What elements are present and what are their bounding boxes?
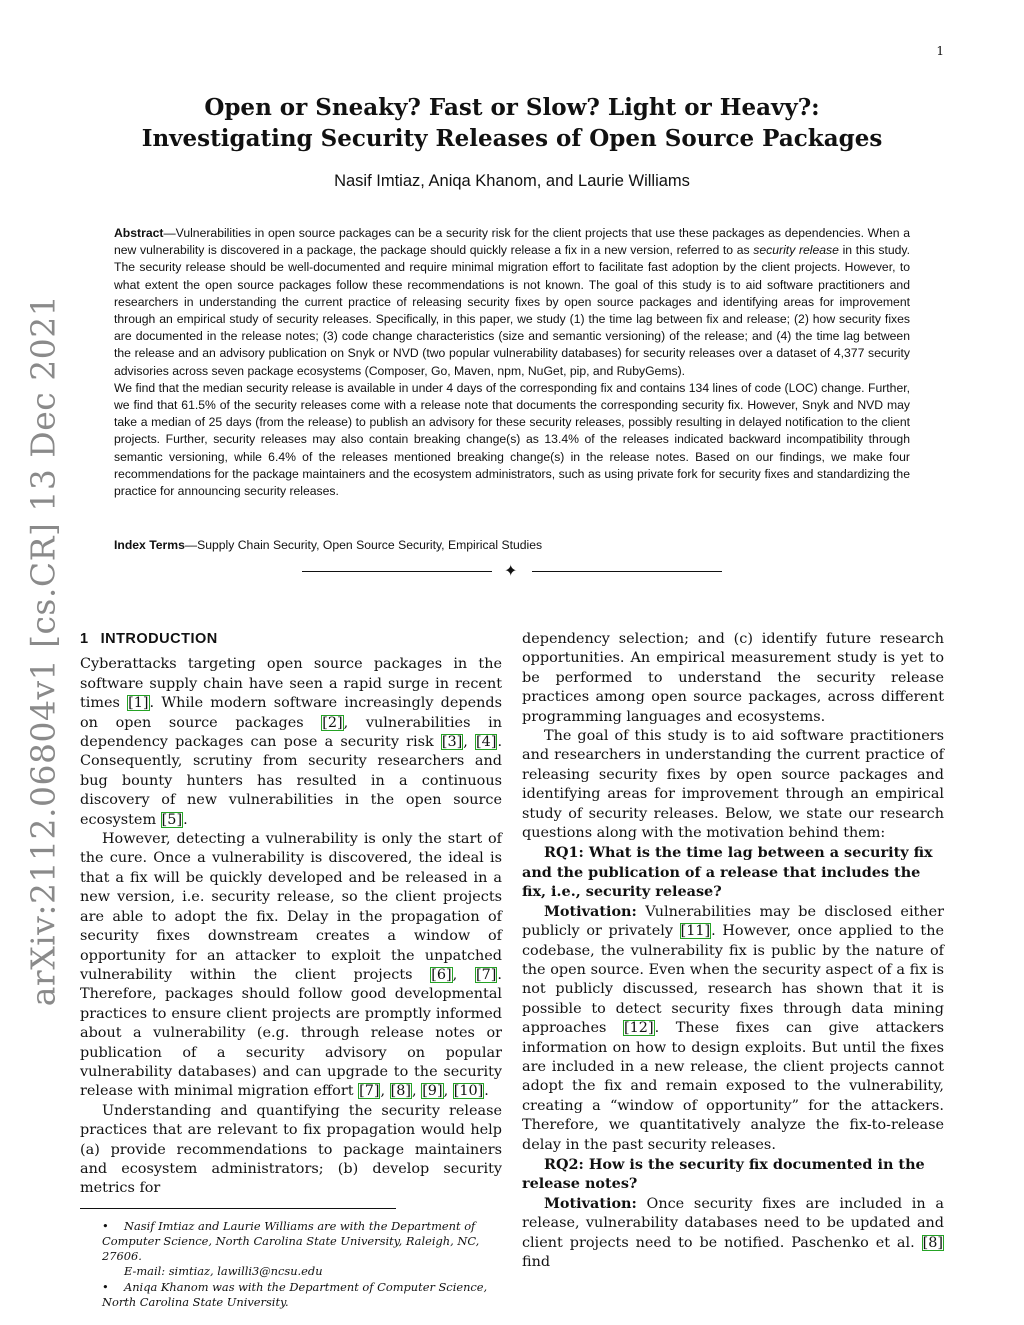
rq1-motivation bbox=[522, 902, 944, 1155]
text-run: However, detecting a vulnerability is only the start of the cure. Once a vulnerability is discovered, the ideal is that a fix will be quickly developed and be released in a new version, i.e. security release, so the client projects are able to adopt the fix. Delay in the propagation of security fixes downstream creates a window of opportunity for an attacker to exploit the unpatched vulnerability within the client projects bbox=[80, 831, 502, 983]
page-number: 1 bbox=[936, 44, 944, 58]
footnote-text: Aniqa Khanom was with the Department of Computer Science, North Carolina State University. bbox=[102, 1279, 488, 1309]
research-question-1: RQ1: What is the time lag between a security fix and the publication of a release that includes the fix, i.e., security release? bbox=[522, 844, 933, 901]
title-line-2: Investigating Security Releases of Open Source Packages bbox=[141, 125, 883, 152]
citation-link[interactable]: [4] bbox=[476, 734, 497, 751]
right-column bbox=[522, 630, 944, 1272]
rq2-motivation bbox=[522, 1194, 944, 1273]
section-number: 1 bbox=[80, 631, 89, 647]
section-title: INTRODUCTION bbox=[100, 631, 218, 647]
abstract-dash: — bbox=[163, 226, 176, 240]
arxiv-stamp bbox=[18, 294, 68, 1006]
section-heading-introduction bbox=[80, 630, 502, 649]
text-run: Once security fixes are included in a release, vulnerability databases need to be updated and client projects need to be notified. Paschenko et al. bbox=[522, 1195, 944, 1251]
citation-link[interactable]: [7] bbox=[359, 1083, 380, 1100]
footnote-affiliation-1 bbox=[80, 1219, 502, 1265]
text-run: . However, once applied to the codebase, the vulnerability fix is public by the nature of the open source. Even when the security aspect of a fix is not publicly discussed, research has shown that it is possible to detect security fixes through data mining approaches bbox=[522, 923, 944, 1037]
abstract-text-a: Vulnerabilities in open source packages can be a security risk for the client projects that use these packages as dependencies. When a new vulnerability is discovered in a package, the package should quickly release a fix in a new version, referred to as bbox=[114, 226, 910, 258]
text-run: . Therefore, packages should follow good developmental practices to ensure client projects are promptly informed about a vulnerability (e.g. through release notes or publication of a security advisory on popular vulnerability databases) and can upgrade to the security release with minimal migration effort bbox=[80, 966, 502, 1100]
footnote-text: E-mail: simtiaz, lawilli3@ncsu.edu bbox=[124, 1264, 323, 1279]
citation-link[interactable]: [8] bbox=[390, 1083, 412, 1100]
arxiv-identifier: arXiv:2112.06804v1 [cs.CR] 13 Dec 2021 bbox=[23, 294, 63, 1006]
citation-link[interactable]: [12] bbox=[624, 1020, 654, 1037]
text-run: . Consequently, scrutiny from security researchers and bug bounty hunters has resulted in a continuous discovery of new vulnerabilities in the open source ecosystem bbox=[80, 734, 503, 828]
intro-paragraph-2 bbox=[80, 830, 502, 1102]
footnote-text: Nasif Imtiaz and Laurie Williams are with the Department of Computer Science, North Carolina State University, Raleigh, NC, 27606. bbox=[102, 1218, 480, 1264]
text-run: . bbox=[484, 1083, 489, 1100]
index-terms bbox=[114, 538, 910, 552]
text-run: , bbox=[443, 1083, 453, 1100]
left-column bbox=[80, 630, 502, 1310]
index-terms-text: Supply Chain Security, Open Source Security, Empirical Studies bbox=[197, 538, 543, 552]
text-run: Cyberattacks targeting open source packages in the software supply chain have seen a rapid surge in recent times bbox=[80, 656, 502, 712]
citation-link[interactable]: [6] bbox=[431, 966, 452, 983]
motivation-label: Motivation: bbox=[544, 902, 637, 920]
citation-link[interactable]: [8] bbox=[922, 1234, 943, 1251]
intro-paragraph-1 bbox=[80, 655, 502, 830]
paper-title bbox=[120, 92, 904, 154]
abstract-emphasis: security release bbox=[753, 243, 839, 258]
intro-paragraph-4: dependency selection; and (c) identify future research opportunities. An empirical measurement study is yet to be performed to understand the security release practices among open source packages, across different programming languages and ecosystems. bbox=[522, 631, 944, 725]
text-run: , bbox=[380, 1083, 390, 1100]
abstract-label: Abstract bbox=[114, 226, 164, 240]
footnote-rule bbox=[80, 1208, 396, 1209]
citation-link[interactable]: [3] bbox=[441, 734, 463, 751]
text-run: , bbox=[463, 734, 476, 751]
footnote-affiliation-2 bbox=[80, 1280, 502, 1310]
citation-link[interactable]: [10] bbox=[453, 1083, 484, 1100]
footnote-bullet: • bbox=[102, 1218, 109, 1233]
abstract-paragraph-2: We find that the median security release is available in under 4 days of the corresponding fix and contains 134 lines of code (LOC) change. Further, we find that 61.5% of the security releases come with a release note that documents the corresponding security fix. However, Snyk and NVD may take a median of 25 days (from the release) to publish an advisory for these security releases, possibly resulting in delayed notification to the client projects. Further, security releases may also contain breaking change(s) as 13.4% of the releases indicated backward incompatibility through semantic versioning, while 6.4% of the releases mentioned breaking change(s) in the release notes. Based on our findings, we make four recommendations for the package maintainers and the ecosystem administrators, such as using private fork for security fixes and standardizing the practice for announcing security releases. bbox=[114, 380, 910, 499]
citation-link[interactable]: [2] bbox=[322, 714, 343, 731]
text-run: . While modern software increasingly depends on open source packages bbox=[80, 695, 502, 731]
text-run: Vulnerabilities may be disclosed either publicly or privately bbox=[522, 903, 944, 940]
text-run: , vulnerabilities in dependency packages can pose a security risk bbox=[80, 714, 502, 751]
research-question-2: RQ2: How is the security fix documented in the release notes? bbox=[522, 1155, 925, 1193]
separator-line-left bbox=[302, 571, 492, 572]
footnote-bullet: • bbox=[102, 1279, 109, 1294]
text-run: find bbox=[522, 1254, 551, 1270]
text-run: . These fixes can give attackers information on how to design exploits. But until the fixes are included in a new release, the client projects cannot adopt the fix and remain exposed to the vulnerability, creating a “window of opportunity” for the attackers. Therefore, we quantitatively analyze the fix-to-release delay in the past security releases. bbox=[522, 1020, 944, 1153]
footnote-email bbox=[80, 1264, 502, 1279]
index-terms-dash: — bbox=[184, 538, 198, 552]
index-terms-label: Index Terms bbox=[114, 538, 185, 552]
text-run: , bbox=[412, 1083, 422, 1100]
text-run: , bbox=[452, 966, 476, 983]
citation-link[interactable]: [1] bbox=[128, 695, 149, 712]
motivation-label: Motivation: bbox=[544, 1194, 637, 1212]
citation-link[interactable]: [9] bbox=[422, 1083, 443, 1100]
title-line-1: Open or Sneaky? Fast or Slow? Light or Heavy?: bbox=[204, 94, 820, 121]
section-separator bbox=[302, 562, 722, 582]
intro-paragraph-3: Understanding and quantifying the security release practices that are relevant to fix propagation would help (a) provide recommendations to package maintainers and ecosystem administrators; (b) develop security metrics for bbox=[80, 1102, 502, 1197]
separator-diamond-icon: ✦ bbox=[504, 563, 518, 580]
citation-link[interactable]: [5] bbox=[161, 811, 183, 828]
abstract-paragraph-1 bbox=[114, 225, 910, 380]
text-run: . bbox=[183, 811, 188, 828]
abstract bbox=[114, 225, 910, 500]
author-list: Nasif Imtiaz, Aniqa Khanom, and Laurie Williams bbox=[334, 172, 690, 190]
abstract-text-b: in this study. The security release should be well-documented and require minimal migration effort to facilitate fast adoption by the client projects. However, to what extent the open source packages follow these recommendations is not known. The goal of this study is to aid software practitioners and researchers in understanding the current practice of releasing security fixes by open source packages and identifying areas for improvement through an empirical study of security releases. Specifically, in this paper, we study (1) the time lag between fix and release; (2) how security fixes are documented in the release notes; (3) code change characteristics (size and semantic versioning) of the release; and (4) the time lag between the release and an advisory publication on Snyk or NVD (two popular vulnerability databases) for security releases over a dataset of 4,377 security advisories across seven package ecosystems (Composer, Go, Maven, npm, NuGet, pip, and RubyGems). bbox=[114, 243, 910, 378]
citation-link[interactable]: [7] bbox=[476, 966, 497, 983]
separator-line-right bbox=[532, 571, 722, 572]
intro-paragraph-5: The goal of this study is to aid software practitioners and researchers in understanding the current practice of releasing security fixes by open source packages and identifying areas for improvement through an empirical study of security releases. Below, we state our research questions along with the motivation behind them: bbox=[522, 728, 944, 842]
citation-link[interactable]: [11] bbox=[680, 923, 711, 940]
